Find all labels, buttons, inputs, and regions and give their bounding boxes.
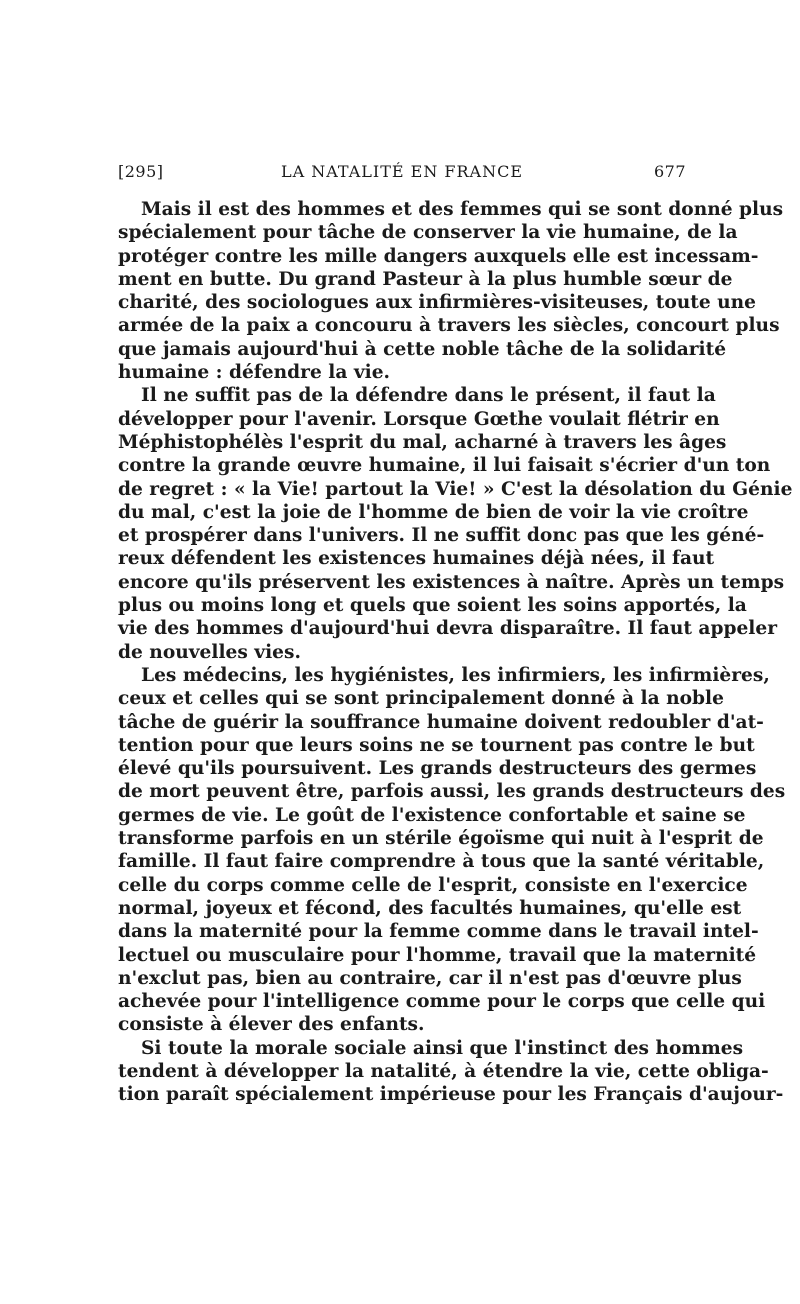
text-line: tion paraît spécialement impérieuse pour les Français d'aujour- <box>118 1084 784 1106</box>
text-line: reux défendent les existences humaines déjà nées, il faut <box>118 548 715 570</box>
text-line: normal, joyeux et fécond, des facultés humaines, qu'elle est <box>118 897 742 919</box>
text-line: consiste à élever des enfants. <box>118 1014 425 1036</box>
text-line: du mal, c'est la joie de l'homme de bien de voir la vie croître <box>118 501 749 523</box>
text-line: encore qu'ils préservent les existences à naître. Après un temps <box>118 571 785 593</box>
text-line: charité, des sociologues aux infirmières-visiteuses, toute une <box>118 292 757 314</box>
text-line: élevé qu'ils poursuivent. Les grands destructeurs des germes <box>118 758 757 780</box>
text-line: tention pour que leurs soins ne se tournent pas contre le but <box>118 734 755 756</box>
text-line: protéger contre les mille dangers auxquels elle est incessam- <box>118 245 759 267</box>
text-line: Les médecins, les hygiénistes, les infirmiers, les infirmières, <box>141 664 770 686</box>
page-number: 677 <box>653 162 686 181</box>
text-line: plus ou moins long et quels que soient les soins apportés, la <box>118 595 747 617</box>
text-line: germes de vie. Le goût de l'existence confortable et saine se <box>118 804 746 826</box>
text-line: de nouvelles vies. <box>118 641 301 663</box>
text-line: Il ne suffit pas de la défendre dans le présent, il faut la <box>141 385 716 407</box>
text-line: achevée pour l'intelligence comme pour le corps que celle qui <box>118 991 766 1013</box>
text-line: Méphistophélès l'esprit du mal, acharné à travers les âges <box>118 431 727 453</box>
text-line: vie des hommes d'aujourd'hui devra disparaître. Il faut appeler <box>118 618 777 640</box>
text-line: humaine : défendre la vie. <box>118 362 391 384</box>
text-line: famille. Il faut faire comprendre à tous que la santé véritable, <box>118 851 765 873</box>
text-line: de regret : « la Vie! partout la Vie! » C'est la désolation du Génie <box>118 478 793 500</box>
bracketed-page-number: [295] <box>118 162 164 181</box>
text-line: contre la grande œuvre humaine, il lui faisait s'écrier d'un ton <box>118 455 771 477</box>
text-line: ceux et celles qui se sont principalement donné à la noble <box>118 688 724 710</box>
text-line: transforme parfois en un stérile égoïsme qui nuit à l'esprit de <box>118 828 764 850</box>
text-line: ment en butte. Du grand Pasteur à la plus humble sœur de <box>118 268 733 290</box>
text-line: de mort peuvent être, parfois aussi, les grands destructeurs des <box>118 781 786 803</box>
text-line: tâche de guérir la souffrance humaine doivent redoubler d'at- <box>118 711 764 733</box>
text-line: et prospérer dans l'univers. Il ne suffit donc pas que les géné- <box>118 525 765 547</box>
text-line: Si toute la morale sociale ainsi que l'instinct des hommes <box>141 1037 744 1059</box>
running-head <box>118 162 686 186</box>
text-line: n'exclut pas, bien au contraire, car il n'est pas d'œuvre plus <box>118 967 742 989</box>
text-line: celle du corps comme celle de l'esprit, consiste en l'exercice <box>118 874 748 896</box>
text-line: que jamais aujourd'hui à cette noble tâche de la solidarité <box>118 338 727 360</box>
text-line: Mais il est des hommes et des femmes qui se sont donné plus <box>141 199 784 220</box>
text-line: spécialement pour tâche de conserver la vie humaine, de la <box>118 222 738 244</box>
text-line: lectuel ou musculaire pour l'homme, travail que la maternité <box>118 944 757 966</box>
text-line: armée de la paix a concouru à travers les siècles, concourt plus <box>118 315 780 337</box>
text-line: tendent à développer la natalité, à étendre la vie, cette obliga- <box>118 1060 769 1082</box>
body-text <box>118 198 793 1107</box>
text-line: dans la maternité pour la femme comme dans le travail intel- <box>118 921 759 943</box>
text-line: développer pour l'avenir. Lorsque Gœthe voulait flétrir en <box>118 408 720 430</box>
running-title: LA NATALITÉ EN FRANCE <box>280 162 524 181</box>
